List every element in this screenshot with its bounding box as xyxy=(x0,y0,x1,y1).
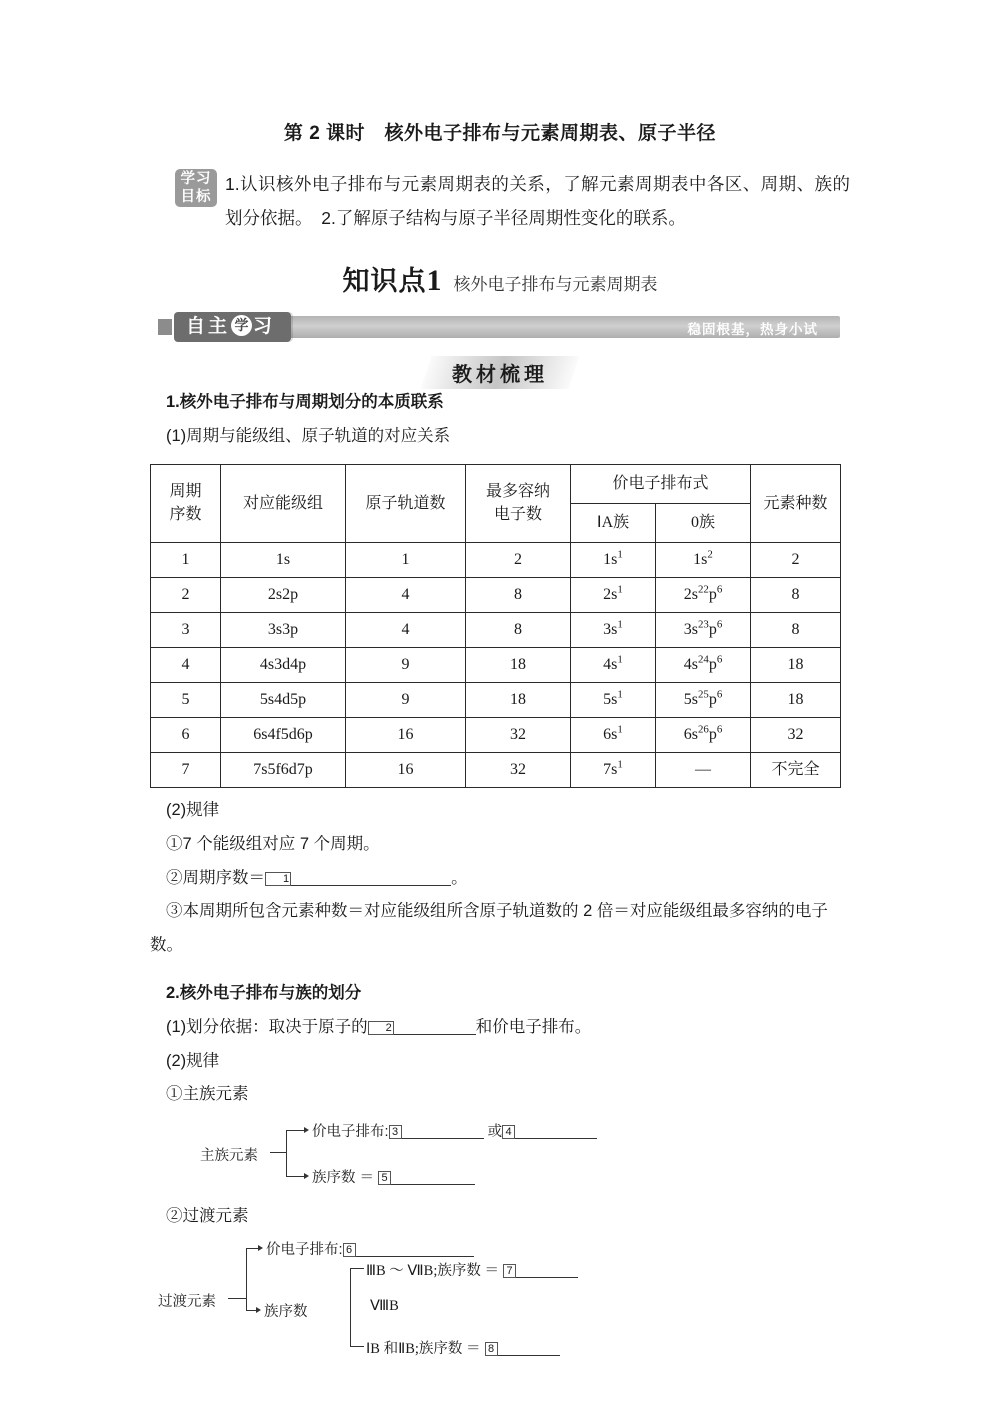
cell-energy-group: 3s3p xyxy=(221,612,346,647)
td-b3-text: ⅠB 和ⅡB;族序数 ＝ xyxy=(366,1341,481,1357)
blank-marker-1: 1 xyxy=(265,872,291,886)
banner-bar xyxy=(210,316,840,338)
table-body xyxy=(151,542,841,787)
cell-valence-zero: $5s^{25}p^6$ xyxy=(656,682,751,717)
cell-valence-ia: $6s^1$ xyxy=(571,717,656,752)
cell-orbitals: 4 xyxy=(346,577,466,612)
td-brace xyxy=(246,1248,247,1310)
rules-sub2: (2)规律 xyxy=(166,800,220,819)
table-row xyxy=(151,717,841,752)
cell-valence-ia: $3s^1$ xyxy=(571,612,656,647)
cell-period: 7 xyxy=(151,752,221,787)
cell-element-kinds: 18 xyxy=(751,647,841,682)
section-heading-text: 教材梳理 xyxy=(452,364,548,387)
cell-max-electrons: 8 xyxy=(466,577,571,612)
mg-row2 xyxy=(312,1166,475,1187)
header-period-line1: 周期 xyxy=(169,483,202,501)
rules-item1: ①7 个能级组对应 7 个周期。 xyxy=(166,834,380,853)
cell-orbitals: 16 xyxy=(346,717,466,752)
cell-valence-zero: — xyxy=(656,752,751,787)
cell-period: 5 xyxy=(151,682,221,717)
periods-table xyxy=(150,464,841,788)
cell-energy-group: 7s5f6d7p xyxy=(221,752,346,787)
section2-item2: ②过渡元素 xyxy=(166,1207,249,1226)
section-heading-wrap xyxy=(150,356,850,386)
rules-item2 xyxy=(150,862,850,896)
cell-element-kinds: 18 xyxy=(751,682,841,717)
blank-rule-7[interactable] xyxy=(516,1262,578,1278)
cell-valence-zero: $2s^{22}p^6$ xyxy=(656,577,751,612)
knowledge-point-number: 1 xyxy=(426,264,442,298)
td-branch-label: 族序数 xyxy=(264,1304,308,1320)
td-b1-text: ⅢB ～ ⅦB;族序数 ＝ xyxy=(366,1263,499,1279)
section1-heading: 1.核外电子排布与周期划分的本质联系 xyxy=(166,393,444,412)
cell-energy-group: 2s2p xyxy=(221,577,346,612)
transition-diagram xyxy=(150,1238,850,1368)
rules-item2-pre: ②周期序数＝ xyxy=(166,868,265,887)
cell-orbitals: 9 xyxy=(346,682,466,717)
td-row1-prefix: 价电子排布: xyxy=(266,1242,343,1258)
cell-element-kinds: 32 xyxy=(751,717,841,752)
blank-rule-2[interactable] xyxy=(394,1019,476,1035)
table-row xyxy=(151,577,841,612)
badge-line-1: 学习 xyxy=(180,171,212,187)
main-group-diagram xyxy=(150,1118,850,1196)
cell-orbitals: 9 xyxy=(346,647,466,682)
cell-element-kinds: 不完全 xyxy=(751,752,841,787)
learning-objective-badge-icon xyxy=(175,169,217,207)
blank-rule-4[interactable] xyxy=(515,1123,597,1139)
cell-orbitals: 1 xyxy=(346,542,466,577)
table-row xyxy=(151,647,841,682)
header-valence-config: 价电子排布式 xyxy=(571,464,751,503)
mg-row1 xyxy=(312,1120,597,1141)
blank-rule-1[interactable] xyxy=(291,870,451,886)
cell-max-electrons: 32 xyxy=(466,717,571,752)
mg-brace xyxy=(286,1130,287,1176)
blank-marker-5: 5 xyxy=(378,1171,391,1185)
blank-rule-6[interactable] xyxy=(356,1241,474,1257)
section2-heading: 2.核外电子排布与族的划分 xyxy=(166,983,362,1002)
section-heading-banner xyxy=(421,356,580,389)
mg-branch-2 xyxy=(286,1176,304,1177)
header-max-line2: 电子数 xyxy=(493,506,542,524)
mg-branch-1 xyxy=(286,1130,304,1131)
cell-max-electrons: 18 xyxy=(466,682,571,717)
cell-period: 2 xyxy=(151,577,221,612)
header-element-kinds: 元素种数 xyxy=(751,464,841,542)
cell-energy-group: 1s xyxy=(221,542,346,577)
section2-basis xyxy=(150,1011,850,1045)
header-energy-group: 对应能级组 xyxy=(221,464,346,542)
cell-valence-ia: $1s^1$ xyxy=(571,542,656,577)
td-b3 xyxy=(366,1337,560,1358)
mg-stem xyxy=(270,1152,286,1153)
blank-marker-2: 2 xyxy=(368,1021,394,1035)
cell-valence-zero: $1s^2$ xyxy=(656,542,751,577)
banner-tag-circle: 学 xyxy=(231,315,252,336)
mg-row1-prefix: 价电子排布: xyxy=(312,1124,389,1141)
banner-tag-part2: 习 xyxy=(253,316,276,338)
page-content xyxy=(150,0,850,1368)
blank-rule-3[interactable] xyxy=(402,1123,484,1139)
section1-sub1: (1)周期与能级组、原子轨道的对应关系 xyxy=(166,427,451,446)
blank-marker-3: 3 xyxy=(389,1125,402,1139)
table-row xyxy=(151,612,841,647)
table-row xyxy=(151,682,841,717)
blank-marker-8: 8 xyxy=(485,1342,498,1356)
knowledge-point-heading xyxy=(150,259,850,298)
blank-rule-5[interactable] xyxy=(391,1169,475,1185)
td-arrow-1-icon xyxy=(258,1245,263,1251)
banner-tag-part1: 自主 xyxy=(186,316,231,338)
rules-item3: ③本周期所包含元素种数＝对应能级组所含原子轨道数的 2 倍＝对应能级组最多容纳的电子数。 xyxy=(150,902,828,955)
table-row xyxy=(151,542,841,577)
td-arrow-2-icon xyxy=(256,1307,261,1313)
td-row1 xyxy=(266,1238,474,1259)
header-max-electrons xyxy=(466,464,571,542)
header-orbitals: 原子轨道数 xyxy=(346,464,466,542)
header-period-line2: 序数 xyxy=(169,506,202,524)
cell-period: 6 xyxy=(151,717,221,752)
main-group-label: 主族元素 xyxy=(200,1148,258,1165)
cell-orbitals: 16 xyxy=(346,752,466,787)
cell-element-kinds: 2 xyxy=(751,542,841,577)
section2-rules-label: (2)规律 xyxy=(166,1051,220,1070)
cell-period: 1 xyxy=(151,542,221,577)
blank-rule-8[interactable] xyxy=(498,1340,560,1356)
cell-valence-zero: $6s^{26}p^6$ xyxy=(656,717,751,752)
knowledge-point-label: 知识点 xyxy=(342,266,427,297)
cell-max-electrons: 8 xyxy=(466,612,571,647)
cell-period: 3 xyxy=(151,612,221,647)
cell-energy-group: 4s3d4p xyxy=(221,647,346,682)
cell-max-electrons: 32 xyxy=(466,752,571,787)
cell-valence-ia: $5s^1$ xyxy=(571,682,656,717)
lesson-title: 第 2 课时 核外电子排布与元素周期表、原子半径 xyxy=(283,123,717,144)
cell-valence-ia: $2s^1$ xyxy=(571,577,656,612)
learning-objectives xyxy=(150,167,850,235)
self-study-banner xyxy=(150,312,850,342)
cell-orbitals: 4 xyxy=(346,612,466,647)
header-max-line1: 最多容纳 xyxy=(485,483,550,501)
mg-arrow-1-icon xyxy=(304,1127,309,1133)
mg-row2-prefix: 族序数 ＝ xyxy=(312,1170,375,1187)
mg-row1-middle: 或 xyxy=(487,1124,503,1141)
table-row xyxy=(151,752,841,787)
blank-marker-7: 7 xyxy=(503,1264,516,1278)
td-b1 xyxy=(366,1259,578,1280)
objectives-text: 1.认识核外电子排布与元素周期表的关系，了解元素周期表中各区、周期、族的划分依据。 2.了解原子结构与原子半径周期性变化的联系。 xyxy=(225,174,850,229)
cell-max-electrons: 2 xyxy=(466,542,571,577)
cell-energy-group: 5s4d5p xyxy=(221,682,346,717)
td-branch-2 xyxy=(246,1310,256,1311)
td-subbrace xyxy=(350,1268,351,1346)
banner-left-edge xyxy=(158,319,172,335)
banner-slogan: 稳固根基，热身小试 xyxy=(687,322,818,338)
badge-line-2: 目标 xyxy=(180,189,212,205)
transition-label: 过渡元素 xyxy=(158,1294,216,1310)
cell-valence-zero: $3s^{23}p^6$ xyxy=(656,612,751,647)
cell-max-electrons: 18 xyxy=(466,647,571,682)
cell-valence-zero: $4s^{24}p^6$ xyxy=(656,647,751,682)
section2-basis-post: 和价电子排布。 xyxy=(475,1017,592,1036)
cell-period: 4 xyxy=(151,647,221,682)
blank-marker-6: 6 xyxy=(343,1243,356,1257)
rules-item2-post: 。 xyxy=(451,868,468,887)
header-period xyxy=(151,464,221,542)
header-valence-ia: ⅠA族 xyxy=(571,503,656,542)
td-branch-1 xyxy=(246,1248,258,1249)
td-sub-branch-1 xyxy=(350,1268,364,1269)
knowledge-point-title: 核外电子排布与元素周期表 xyxy=(453,275,658,295)
td-b2: ⅧB xyxy=(370,1298,399,1314)
header-valence-zero: 0族 xyxy=(656,503,751,542)
table-header-row-1 xyxy=(151,464,841,503)
cell-valence-ia: $7s^1$ xyxy=(571,752,656,787)
cell-element-kinds: 8 xyxy=(751,577,841,612)
section2-item1: ①主族元素 xyxy=(166,1085,249,1104)
cell-energy-group: 6s4f5d6p xyxy=(221,717,346,752)
table-head xyxy=(151,464,841,542)
banner-tag xyxy=(174,312,291,342)
blank-marker-4: 4 xyxy=(502,1125,515,1139)
td-stem xyxy=(228,1298,246,1299)
mg-arrow-2-icon xyxy=(304,1173,309,1179)
section2-basis-pre: (1)划分依据：取决于原子的 xyxy=(166,1017,368,1036)
cell-valence-ia: $4s^1$ xyxy=(571,647,656,682)
cell-element-kinds: 8 xyxy=(751,612,841,647)
td-sub-branch-3 xyxy=(350,1346,364,1347)
